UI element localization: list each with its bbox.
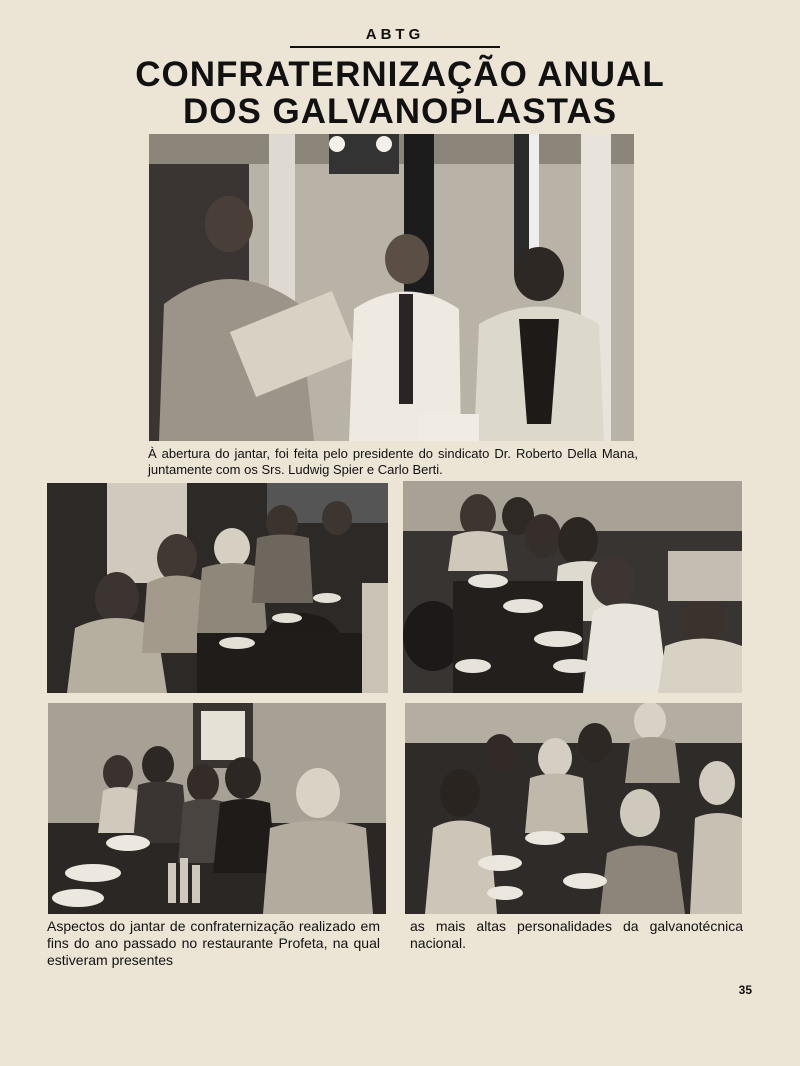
caption-top: À abertura do jantar, foi feita pelo presidente do sindicato Dr. Roberto Della Mana, juntamente com os Srs. Ludwig Spier e Carlo Berti. [148, 446, 638, 477]
caption-bottom-right: as mais altas personalidades da galvanotécnica nacional. [410, 918, 743, 951]
section-rule [290, 46, 500, 48]
page-title [100, 56, 700, 130]
title-line-2: DOS GALVANOPLASTAS [182, 92, 618, 131]
photo-dinner-4 [405, 703, 742, 914]
title-line-1: CONFRATERNIZAÇÃO ANUAL [135, 55, 665, 94]
photo-dinner-2 [403, 481, 742, 693]
photo-dinner-1 [47, 483, 388, 693]
photo-dinner-3 [48, 703, 386, 914]
page-number: 35 [738, 983, 752, 997]
section-label: ABTG [365, 26, 425, 43]
photo-speech [149, 134, 634, 441]
caption-bottom-left: Aspectos do jantar de confraternização realizado em fins do ano passado no restaurante Profeta, na qual estiveram presentes [47, 918, 380, 968]
